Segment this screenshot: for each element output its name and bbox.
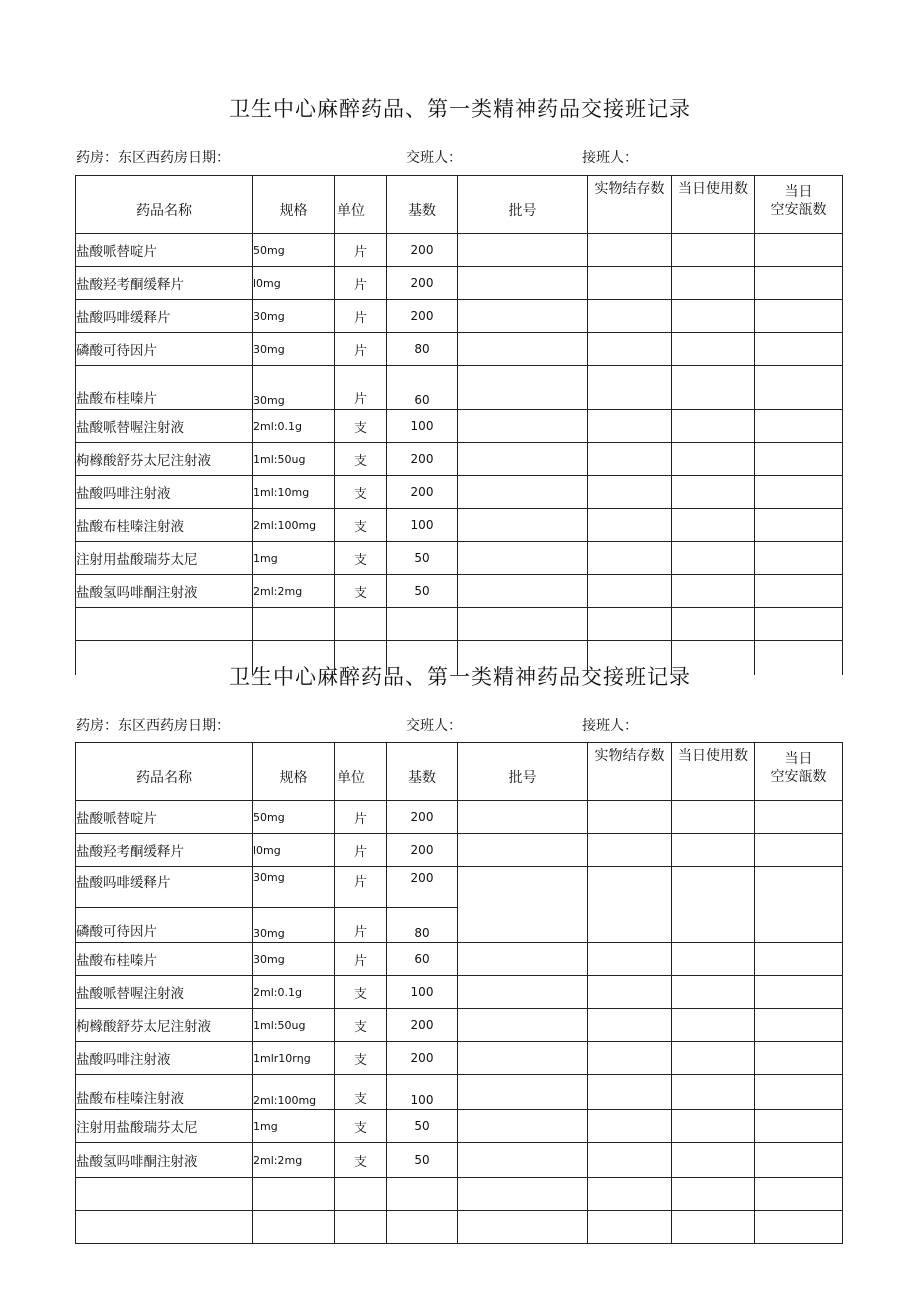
drug-base: 50: [387, 542, 458, 575]
batch-cell[interactable]: [458, 443, 588, 476]
drug-unit: 支: [335, 509, 387, 542]
empty-ampoule-cell[interactable]: [755, 300, 843, 333]
stock-cell[interactable]: [588, 801, 672, 834]
batch-cell[interactable]: [458, 300, 588, 333]
empty-ampoule-cell[interactable]: [755, 976, 843, 1009]
drug-spec: 1mg: [253, 1110, 335, 1143]
table-row: [76, 267, 843, 300]
col-header-batch: 批号: [458, 743, 588, 801]
drug-spec: 50mg: [253, 234, 335, 267]
drug-name: 盐酸羟考酮缓释片: [76, 267, 253, 300]
drug-base: 100: [387, 1075, 458, 1110]
drug-base: 60: [387, 366, 458, 410]
drug-base: 200: [387, 300, 458, 333]
batch-cell[interactable]: [458, 575, 588, 608]
drug-name: 盐酸哌替喔注射液: [76, 410, 253, 443]
table-row: [76, 443, 843, 476]
drug-name: 注射用盐酸瑞芬太尼: [76, 1110, 253, 1143]
drug-base: 200: [387, 267, 458, 300]
batch-cell[interactable]: [458, 834, 588, 867]
used-cell[interactable]: [672, 300, 755, 333]
drug-spec: 30mg: [253, 867, 335, 908]
handover-person-label: 交班人：: [406, 150, 462, 166]
page-title: 卫生中心麻醉药品、第一类精神药品交接班记录: [229, 665, 691, 689]
blank-cell[interactable]: [253, 1211, 335, 1244]
stock-cell[interactable]: [588, 1009, 672, 1042]
used-cell[interactable]: [672, 943, 755, 976]
col-header-stock: 实物结存数: [588, 743, 672, 801]
table-row-blank: [76, 1178, 843, 1211]
col-header-empty-line2: 空安瓿数: [770, 202, 827, 218]
drug-base: 80: [387, 333, 458, 366]
table-row: [76, 1075, 843, 1110]
drug-unit: 片: [335, 801, 387, 834]
empty-ampoule-cell[interactable]: [755, 410, 843, 443]
used-cell[interactable]: [672, 333, 755, 366]
empty-ampoule-cell[interactable]: [755, 443, 843, 476]
drug-spec: 2ml:2mg: [253, 1143, 335, 1178]
blank-cell[interactable]: [755, 608, 843, 641]
batch-cell[interactable]: [458, 1009, 588, 1042]
drug-unit: 支: [335, 1110, 387, 1143]
drug-base: 200: [387, 801, 458, 834]
drug-name: 磷酸可待因片: [76, 333, 253, 366]
page-title: 卫生中心麻醉药品、第一类精神药品交接班记录: [229, 97, 691, 121]
col-header-base: 基数: [387, 743, 458, 801]
empty-ampoule-cell[interactable]: [755, 509, 843, 542]
stock-cell[interactable]: [588, 867, 672, 943]
empty-ampoule-cell[interactable]: [755, 575, 843, 608]
col-header-spec: 规格: [253, 743, 335, 801]
table-row: [76, 366, 843, 410]
table-row: [76, 476, 843, 509]
table-row: [76, 410, 843, 443]
used-cell[interactable]: [672, 801, 755, 834]
drug-name: 盐酸哌替啶片: [76, 234, 253, 267]
blank-cell[interactable]: [458, 1178, 588, 1211]
table-row: [76, 976, 843, 1009]
drug-name: 盐酸吗啡缓释片: [76, 867, 253, 908]
table-row-blank: [76, 608, 843, 641]
drug-spec: 30mg: [253, 908, 335, 943]
handover-record-table: [75, 742, 843, 1244]
drug-base: 50: [387, 1110, 458, 1143]
col-header-stock: 实物结存数: [588, 176, 672, 234]
drug-unit: 支: [335, 976, 387, 1009]
col-header-unit: 单位: [335, 743, 387, 801]
drug-name: 枸橼酸舒芬太尼注射液: [76, 1009, 253, 1042]
drug-unit: 支: [335, 410, 387, 443]
used-cell[interactable]: [672, 575, 755, 608]
drug-base: 100: [387, 976, 458, 1009]
stock-cell[interactable]: [588, 976, 672, 1009]
drug-unit: 支: [335, 1075, 387, 1110]
drug-base: 50: [387, 1143, 458, 1178]
table-row: [76, 801, 843, 834]
drug-unit: 支: [335, 575, 387, 608]
table-row: [76, 333, 843, 366]
drug-unit: 支: [335, 1143, 387, 1178]
table-row: [76, 1110, 843, 1143]
empty-ampoule-cell[interactable]: [755, 542, 843, 575]
blank-cell[interactable]: [588, 1178, 672, 1211]
col-header-used: 当日使用数: [672, 176, 755, 234]
batch-cell[interactable]: [458, 234, 588, 267]
drug-unit: 片: [335, 333, 387, 366]
blank-cell[interactable]: [387, 1211, 458, 1244]
handover-record-table: [75, 175, 843, 675]
used-cell[interactable]: [672, 234, 755, 267]
drug-spec: 2ml:2mg: [253, 575, 335, 608]
empty-ampoule-cell[interactable]: [755, 867, 843, 943]
batch-cell[interactable]: [458, 867, 588, 943]
table-header-row: [76, 743, 843, 801]
stock-cell[interactable]: [588, 542, 672, 575]
blank-cell[interactable]: [76, 608, 253, 641]
used-cell[interactable]: [672, 476, 755, 509]
blank-cell[interactable]: [458, 1211, 588, 1244]
col-header-drug-name: 药品名称: [76, 176, 253, 234]
drug-unit: 支: [335, 542, 387, 575]
blank-cell[interactable]: [335, 1211, 387, 1244]
stock-cell[interactable]: [588, 834, 672, 867]
blank-cell[interactable]: [755, 1211, 843, 1244]
drug-name: 枸橼酸舒芬太尼注射液: [76, 443, 253, 476]
pharmacy-date-label: 药房：东区西药房日期：: [76, 150, 230, 166]
table-row: [76, 234, 843, 267]
col-header-unit: 单位: [335, 176, 387, 234]
blank-cell[interactable]: [76, 1178, 253, 1211]
drug-spec: 2ml:100mg: [253, 1075, 335, 1110]
drug-spec: 30mg: [253, 300, 335, 333]
table-row: [76, 1009, 843, 1042]
info-line: [76, 147, 856, 169]
drug-name: 盐酸布桂嗪片: [76, 366, 253, 410]
stock-cell[interactable]: [588, 575, 672, 608]
batch-cell[interactable]: [458, 1075, 588, 1110]
drug-unit: 片: [335, 300, 387, 333]
drug-name: 盐酸吗啡注射液: [76, 476, 253, 509]
used-cell[interactable]: [672, 1110, 755, 1143]
used-cell[interactable]: [672, 1075, 755, 1110]
empty-ampoule-cell[interactable]: [755, 267, 843, 300]
used-cell[interactable]: [672, 542, 755, 575]
batch-cell[interactable]: [458, 366, 588, 410]
stock-cell[interactable]: [588, 1042, 672, 1075]
empty-ampoule-cell[interactable]: [755, 801, 843, 834]
batch-cell[interactable]: [458, 410, 588, 443]
drug-spec: 1mg: [253, 542, 335, 575]
batch-cell[interactable]: [458, 943, 588, 976]
drug-spec: 50mg: [253, 801, 335, 834]
batch-cell[interactable]: [458, 801, 588, 834]
used-cell[interactable]: [672, 1143, 755, 1178]
table-row: [76, 542, 843, 575]
drug-base: 100: [387, 509, 458, 542]
blank-cell[interactable]: [755, 1178, 843, 1211]
batch-cell[interactable]: [458, 333, 588, 366]
drug-unit: 片: [335, 943, 387, 976]
blank-cell[interactable]: [335, 608, 387, 641]
empty-ampoule-cell[interactable]: [755, 943, 843, 976]
blank-cell[interactable]: [253, 1178, 335, 1211]
stock-cell[interactable]: [588, 1110, 672, 1143]
drug-spec: 30mg: [253, 333, 335, 366]
table-header-row: [76, 176, 843, 234]
empty-ampoule-cell[interactable]: [755, 1042, 843, 1075]
drug-unit: 片: [335, 267, 387, 300]
drug-unit: 支: [335, 1009, 387, 1042]
blank-cell[interactable]: [76, 1211, 253, 1244]
drug-base: 100: [387, 410, 458, 443]
drug-name: 盐酸氢吗啡酮注射液: [76, 575, 253, 608]
batch-cell[interactable]: [458, 542, 588, 575]
drug-base: 200: [387, 1009, 458, 1042]
used-cell[interactable]: [672, 834, 755, 867]
empty-ampoule-cell[interactable]: [755, 1009, 843, 1042]
info-line: [76, 715, 856, 737]
col-header-spec: 规格: [253, 176, 335, 234]
used-cell[interactable]: [672, 867, 755, 943]
blank-cell[interactable]: [387, 1178, 458, 1211]
used-cell[interactable]: [672, 509, 755, 542]
blank-cell[interactable]: [588, 608, 672, 641]
drug-spec: 30mg: [253, 943, 335, 976]
empty-ampoule-cell[interactable]: [755, 476, 843, 509]
blank-cell[interactable]: [672, 1178, 755, 1211]
batch-cell[interactable]: [458, 1110, 588, 1143]
drug-unit: 支: [335, 1042, 387, 1075]
empty-ampoule-cell[interactable]: [755, 1110, 843, 1143]
drug-name: 盐酸布桂嗪注射液: [76, 1075, 253, 1110]
drug-name: 盐酸吗啡注射液: [76, 1042, 253, 1075]
drug-unit: 片: [335, 366, 387, 410]
table-row: [76, 509, 843, 542]
drug-name: 盐酸哌替啶片: [76, 801, 253, 834]
batch-cell[interactable]: [458, 976, 588, 1009]
drug-base: 200: [387, 234, 458, 267]
handover-person-label: 交班人：: [406, 718, 462, 734]
col-header-batch: 批号: [458, 176, 588, 234]
drug-spec: l0mg: [253, 267, 335, 300]
batch-cell[interactable]: [458, 1042, 588, 1075]
drug-name: 盐酸氢吗啡酮注射液: [76, 1143, 253, 1178]
empty-ampoule-cell[interactable]: [755, 834, 843, 867]
stock-cell[interactable]: [588, 300, 672, 333]
stock-cell[interactable]: [588, 410, 672, 443]
batch-cell[interactable]: [458, 476, 588, 509]
drug-base: 200: [387, 1042, 458, 1075]
receiver-person-label: 接班人：: [582, 150, 638, 166]
drug-spec: 1ml:50ug: [253, 1009, 335, 1042]
used-cell[interactable]: [672, 410, 755, 443]
used-cell[interactable]: [672, 267, 755, 300]
drug-spec: 2ml:0.1g: [253, 976, 335, 1009]
stock-cell[interactable]: [588, 476, 672, 509]
drug-unit: 片: [335, 867, 387, 908]
drug-unit: 支: [335, 443, 387, 476]
drug-name: 磷酸可待因片: [76, 908, 253, 943]
table-row: [76, 300, 843, 333]
stock-cell[interactable]: [588, 443, 672, 476]
col-header-empty-line1: 当日: [784, 184, 813, 200]
blank-cell[interactable]: [335, 1178, 387, 1211]
table-row: [76, 575, 843, 608]
blank-cell[interactable]: [387, 608, 458, 641]
empty-ampoule-cell[interactable]: [755, 234, 843, 267]
col-header-used: 当日使用数: [672, 743, 755, 801]
col-header-base: 基数: [387, 176, 458, 234]
used-cell[interactable]: [672, 443, 755, 476]
drug-name: 盐酸布桂嗪片: [76, 943, 253, 976]
drug-base: 200: [387, 443, 458, 476]
table-row: [76, 1042, 843, 1075]
table-row: [76, 1143, 843, 1178]
drug-base: 80: [387, 908, 458, 943]
used-cell[interactable]: [672, 1009, 755, 1042]
blank-cell[interactable]: [588, 1211, 672, 1244]
drug-spec: 2ml:0.1g: [253, 410, 335, 443]
table-row: [76, 943, 843, 976]
blank-cell[interactable]: [672, 608, 755, 641]
used-cell[interactable]: [672, 976, 755, 1009]
used-cell[interactable]: [672, 366, 755, 410]
blank-cell[interactable]: [458, 608, 588, 641]
receiver-person-label: 接班人：: [582, 718, 638, 734]
drug-unit: 支: [335, 476, 387, 509]
drug-spec: 2ml:100mg: [253, 509, 335, 542]
empty-ampoule-cell[interactable]: [755, 333, 843, 366]
drug-name: 盐酸羟考酮缓释片: [76, 834, 253, 867]
drug-name: 盐酸哌替喔注射液: [76, 976, 253, 1009]
drug-base: 60: [387, 943, 458, 976]
drug-unit: 片: [335, 234, 387, 267]
drug-base: 50: [387, 575, 458, 608]
drug-base: 200: [387, 476, 458, 509]
table-row: [76, 834, 843, 867]
drug-unit: 片: [335, 908, 387, 943]
blank-cell[interactable]: [672, 1211, 755, 1244]
table-row-blank: [76, 1211, 843, 1244]
used-cell[interactable]: [672, 1042, 755, 1075]
col-header-empty-ampoules: [755, 743, 843, 801]
stock-cell[interactable]: [588, 366, 672, 410]
col-header-empty-line2: 空安瓿数: [770, 769, 827, 785]
stock-cell[interactable]: [588, 509, 672, 542]
stock-cell[interactable]: [588, 333, 672, 366]
drug-spec: 1ml:10mg: [253, 476, 335, 509]
col-header-drug-name: 药品名称: [76, 743, 253, 801]
drug-name: 盐酸吗啡缓释片: [76, 300, 253, 333]
empty-ampoule-cell[interactable]: [755, 1143, 843, 1178]
empty-ampoule-cell[interactable]: [755, 366, 843, 410]
stock-cell[interactable]: [588, 234, 672, 267]
stock-cell[interactable]: [588, 1075, 672, 1110]
drug-base: 200: [387, 834, 458, 867]
drug-base: 200: [387, 867, 458, 908]
drug-name: 盐酸布桂嗪注射液: [76, 509, 253, 542]
drug-spec: 1mlr10rηg: [253, 1042, 335, 1075]
table-row: [76, 867, 843, 908]
drug-spec: 30mg: [253, 366, 335, 410]
batch-cell[interactable]: [458, 267, 588, 300]
batch-cell[interactable]: [458, 1143, 588, 1178]
stock-cell[interactable]: [588, 943, 672, 976]
empty-ampoule-cell[interactable]: [755, 1075, 843, 1110]
stock-cell[interactable]: [588, 1143, 672, 1178]
drug-spec: 1ml:50ug: [253, 443, 335, 476]
stock-cell[interactable]: [588, 267, 672, 300]
drug-name: 注射用盐酸瑞芬太尼: [76, 542, 253, 575]
blank-cell[interactable]: [253, 608, 335, 641]
batch-cell[interactable]: [458, 509, 588, 542]
drug-spec: l0mg: [253, 834, 335, 867]
col-header-empty-ampoules: [755, 176, 843, 234]
col-header-empty-line1: 当日: [784, 751, 813, 767]
drug-unit: 片: [335, 834, 387, 867]
pharmacy-date-label: 药房：东区西药房日期：: [76, 718, 230, 734]
